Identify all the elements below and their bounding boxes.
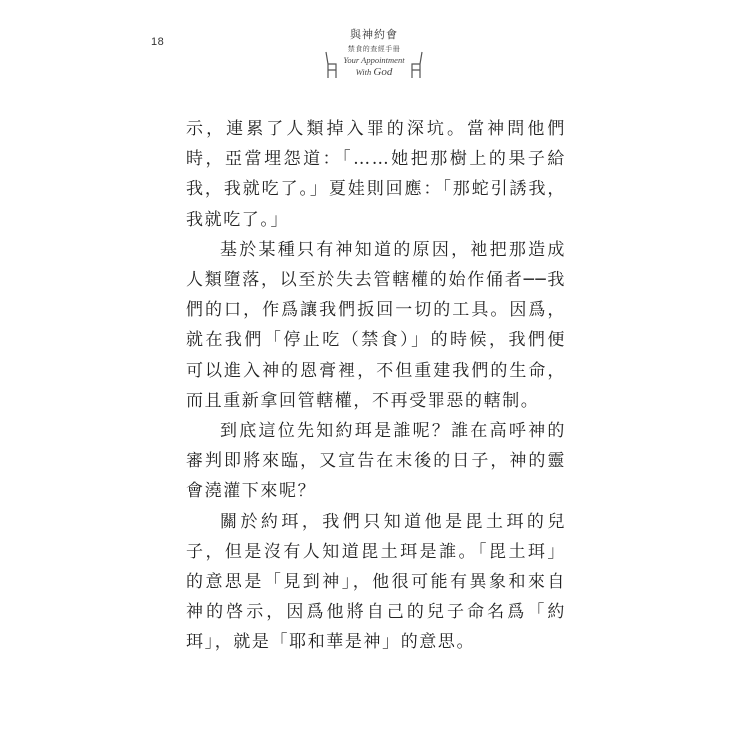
- paragraph-continued: 示，連累了人類掉入罪的深坑。當神問他們時，亞當埋怨道：「……她把那樹上的果子給我，我就吃了。」夏娃則回應：「那蛇引誘我，我就吃了。」: [186, 119, 566, 230]
- book-subtitle: 禁食的查經手冊: [347, 45, 401, 53]
- book-title: 與神約會: [350, 28, 398, 41]
- body-text: [186, 114, 566, 658]
- paragraph: 到底這位先知約珥是誰呢？誰在高呼神的審判即將來臨，又宣告在末後的日子，神的靈會澆灌下來呢？: [186, 421, 566, 502]
- running-header: [318, 26, 430, 86]
- english-title-line1: Your Appointment: [343, 55, 405, 65]
- english-title-prefix: With: [355, 67, 374, 77]
- english-title-line2: [318, 66, 430, 78]
- page-number: 18: [151, 36, 165, 48]
- paragraph: 關於約珥，我們只知道他是毘土珥的兒子，但是沒有人知道毘土珥是誰。「毘土珥」的意思是「見到神」，他很可能有異象和來自神的啓示，因爲他將自己的兒子命名爲「約珥」，就是「耶和華是神」的意思。: [186, 511, 566, 653]
- paragraph: 基於某種只有神知道的原因，祂把那造成人類墮落，以至於失去管轄權的始作俑者──我們的口，作爲讓我們扳回一切的工具。因爲，就在我們「停止吃（禁食）」的時候，我們便可以進入神的恩膏裡，不但重建我們的生命，而且重新拿回管轄權，不再受罪惡的轄制。: [186, 239, 566, 411]
- english-title-god: God: [373, 66, 393, 78]
